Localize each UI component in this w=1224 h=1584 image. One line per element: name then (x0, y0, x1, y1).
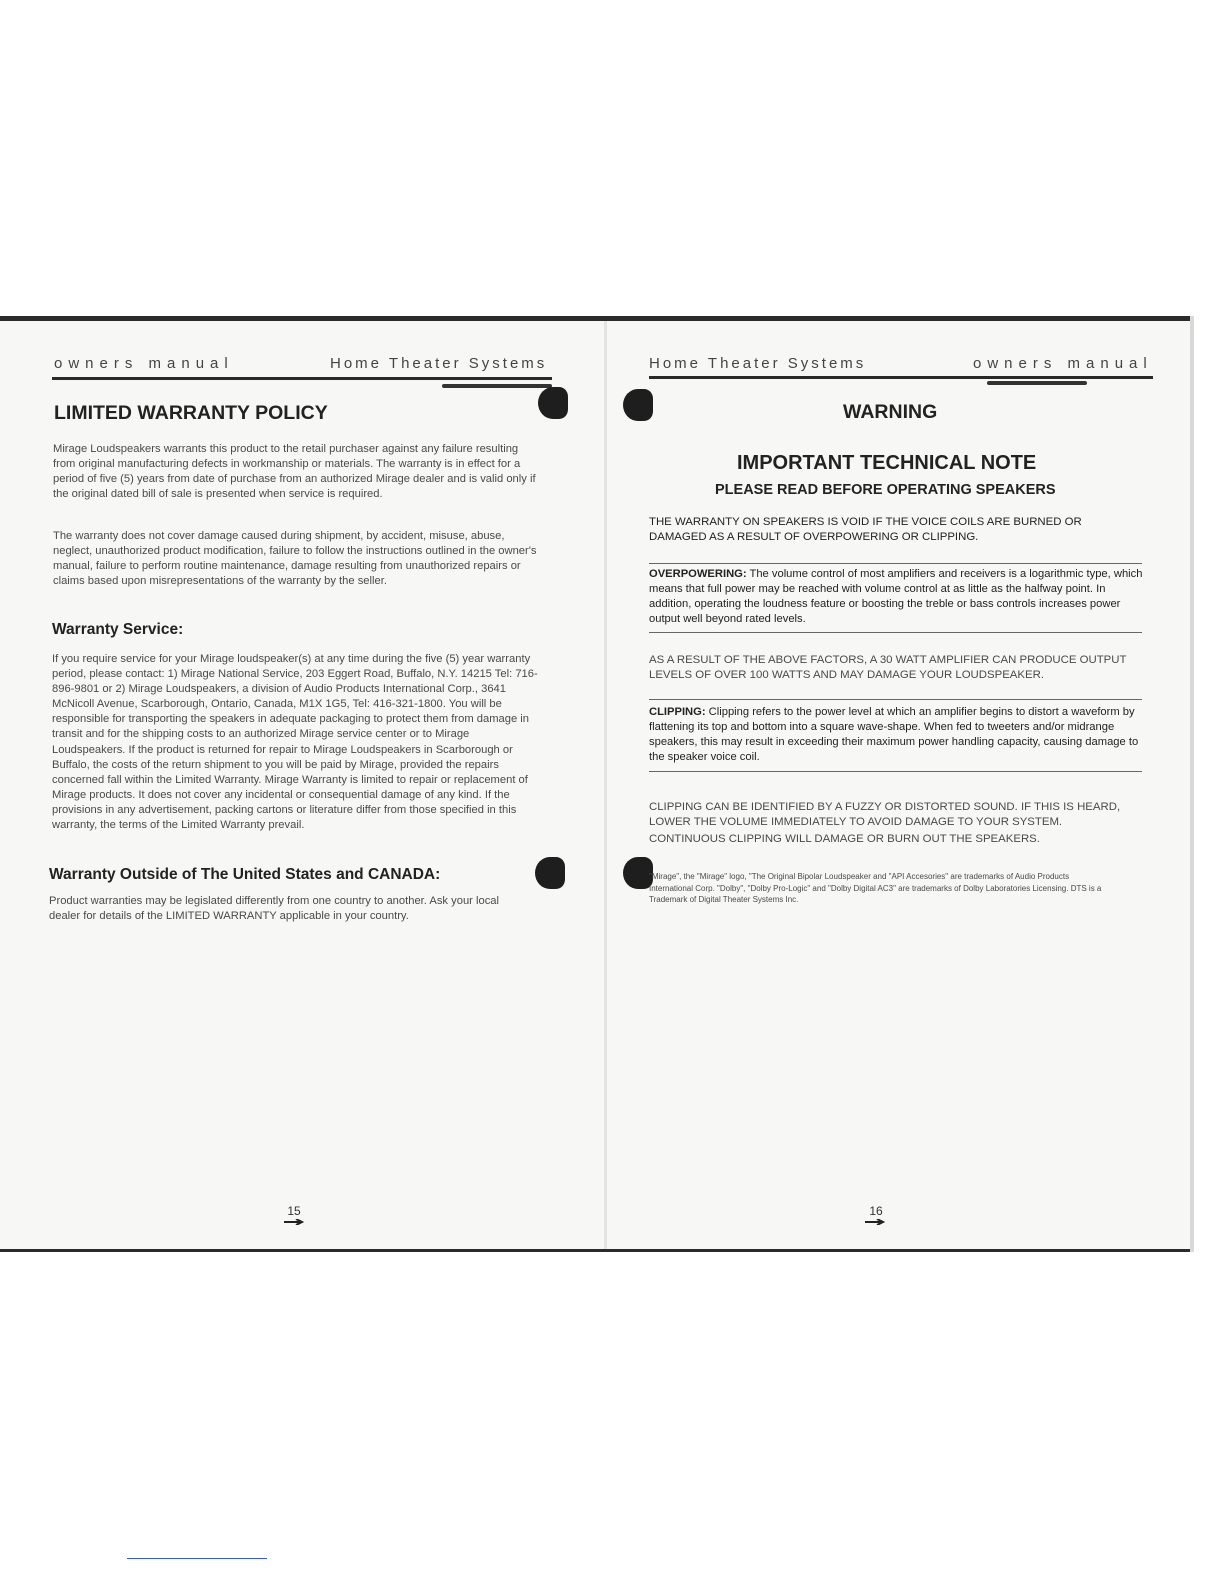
warranty-outside-text: Product warranties may be legislated differently from one country to another. Ask your local dealer for details of the LIMITED WARRANTY applicable in your country. (49, 895, 500, 923)
overpowering-text: The volume control of most amplifiers and receivers is a logarithmic type, which means that full power may be reached with volume control at as little as the halfway point. In addition, operating the loudness feature or boosting the treble or bass controls increases power output well beyond rated levels. (649, 568, 1143, 626)
tech-note-title: IMPORTANT TECHNICAL NOTE (737, 452, 1037, 474)
header-home-theater-systems-right: Home Theater Systems (649, 355, 867, 372)
warranty-service-text: If you require service for your Mirage loudspeaker(s) at any time during the five (5) year warranty period, please contact: 1) Mirage National Service, 203 Eggert Road, Buffalo, N.Y. 14215 Tel: 716-896-9801 or 2) Mirage Loudspeakers, a division of Audio Products International Corp., 3641 McNicoll Avenue, Scarborough, Ontario, Canada, M1X 1G5, Tel: 416-321-1800. You will be responsible for transporting the speakers in adequate packaging to protect them from damage in transit and for the shipping costs to an authorized Mirage service center or to Mirage Loudspeakers. If the product is returned for repair to Mirage Loudspeakers in Scarborough or Buffalo, the costs of the return shipment to you will be paid by Mirage, provided the repairs concerned fall within the Limited Warranty. Mirage Warranty is limited to repair or replacement of Mirage products. It does not cover any incidental or consequential damage of any kind. If the provisions in any advertisement, packing cartons or literature differ from those specified in this warranty, the terms of the Limited Warranty prevail. (52, 653, 538, 832)
void-notice: THE WARRANTY ON SPEAKERS IS VOID IF THE VOICE COILS ARE BURNED OR DAMAGED AS A RESULT OF OVERPOWERING OR CLIPPING. (649, 516, 1082, 543)
warranty-para-1: Mirage Loudspeakers warrants this product to the retail purchaser against any failure resulting from original manufacturing defects in workmanship or materials. The warranty is in effect for a period of five (5) years from date of purchase from an authorized Mirage dealer and is valid only if the original dated bill of sale is presented when service is required. (53, 443, 536, 501)
right-page (607, 321, 1190, 1249)
factors-notice: AS A RESULT OF THE ABOVE FACTORS, A 30 WATT AMPLIFIER CAN PRODUCE OUTPUT LEVELS OF OVER 100 WATTS AND MAY DAMAGE YOUR LOUDSPEAKER. (649, 654, 1127, 681)
page-arrow-icon-right (865, 1219, 887, 1225)
binder-hole-top-right (623, 389, 653, 421)
binder-hole-top (538, 387, 568, 419)
header-rule-right (649, 376, 1153, 379)
warranty-para-2: The warranty does not cover damage caused during shipment, by accident, misuse, abuse, neglect, unauthorized product modification, failure to follow the instructions outlined in the owner's manual, failure to perform routine maintenance, damage resulting from unauthorized repairs or claims based upon misrepresentations of the warranty by the seller. (53, 530, 537, 588)
clipping-label: CLIPPING: (649, 706, 706, 718)
binder-hole-bottom (535, 857, 565, 889)
page-arrow-icon (284, 1219, 306, 1225)
left-page (0, 321, 604, 1249)
header-owners-manual: owners manual (54, 355, 234, 372)
clipping-paragraph (649, 705, 1145, 765)
continuous-notice: CONTINUOUS CLIPPING WILL DAMAGE OR BURN OUT THE SPEAKERS. (649, 833, 1040, 845)
page-number-15: 15 (287, 1204, 301, 1218)
scan-edge-shadow (1190, 316, 1194, 1252)
warranty-title: LIMITED WARRANTY POLICY (54, 402, 328, 424)
warranty-service-heading: Warranty Service: (52, 621, 184, 638)
divider-4 (649, 771, 1142, 772)
overpowering-label: OVERPOWERING: (649, 568, 747, 580)
warranty-outside-heading: Warranty Outside of The United States and CANADA: (49, 866, 441, 883)
warning-title: WARNING (843, 401, 938, 423)
bottom-underline-mark (127, 1558, 267, 1559)
divider-3 (649, 699, 1142, 700)
page-number-16: 16 (869, 1204, 883, 1218)
header-home-theater-systems: Home Theater Systems (330, 355, 548, 372)
divider-2 (649, 632, 1142, 633)
overpowering-paragraph (649, 567, 1145, 627)
header-rule (52, 377, 552, 380)
tech-note-subtitle: PLEASE READ BEFORE OPERATING SPEAKERS (715, 482, 1056, 498)
divider-1 (649, 563, 1142, 564)
clipping-text: Clipping refers to the power level at which an amplifier begins to distort a waveform by flattening its top and bottom into a square wave-shape. When fed to tweeters and/or midrange speakers, this may result in exceeding their maximum power handling capacity, causing damage to the speaker voice coil. (649, 706, 1139, 764)
header-owners-manual-right: owners manual (973, 355, 1153, 372)
trademarks-notice: "Mirage", the "Mirage" logo, "The Original Bipolar Loudspeaker and "API Accesories" are trademarks of Audio Products International Corp. "Dolby", "Dolby Pro-Logic" and "Dolby Digital AC3" are trademarks of Dolby Laboratories Licensing. DTS is a Trademark of Digital Theater Systems Inc. (649, 872, 1102, 904)
header-swoosh-right (987, 381, 1087, 385)
fuzzy-notice: CLIPPING CAN BE IDENTIFIED BY A FUZZY OR DISTORTED SOUND. IF THIS IS HEARD, LOWER THE VOLUME IMMEDIATELY TO AVOID DAMAGE TO YOUR SYSTEM. (649, 801, 1121, 828)
header-swoosh (442, 384, 552, 388)
